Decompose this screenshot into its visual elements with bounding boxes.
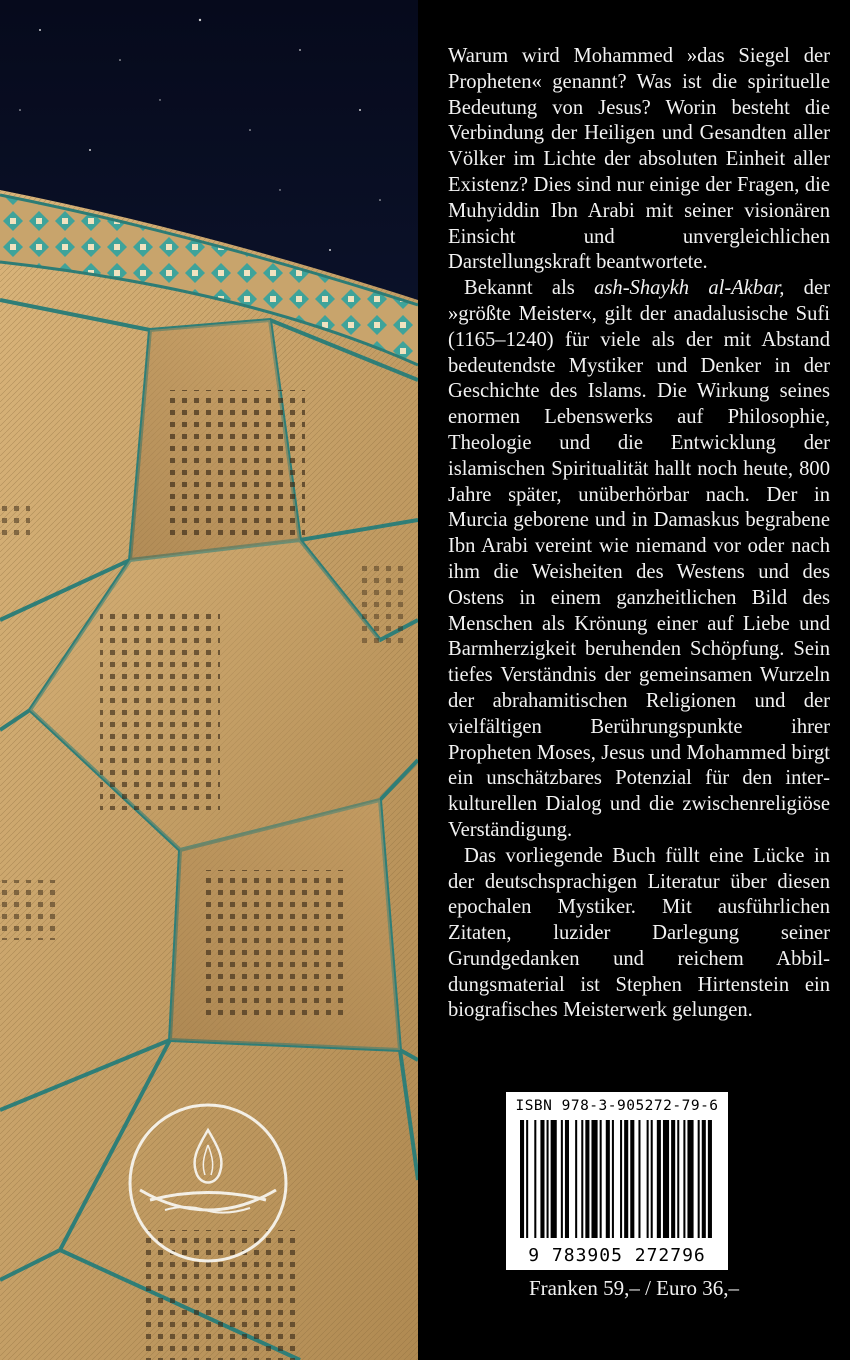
blurb-paragraph-2 bbox=[448, 276, 830, 844]
barcode-bar bbox=[612, 1120, 614, 1238]
barcode-bar bbox=[534, 1120, 536, 1238]
barcode-bar bbox=[657, 1120, 661, 1238]
barcode-bar bbox=[663, 1120, 669, 1238]
barcode-bar bbox=[547, 1120, 549, 1238]
blurb-paragraph-1: Warum wird Mohammed »das Siegel der Propheten« genannt? Was ist die spirituelle Bedeutung von Jesus? Worin besteht die Verbindung der Heiligen und Gesandten aller Völker im Lichte der absoluten Einheit aller Existenz? Dies sind nur einige der Fragen, die Muhyiddin Ibn Arabi mit seiner visionären Einsicht und unvergleichlichen Darstellungskraft beantwortete. bbox=[448, 45, 830, 274]
barcode-bar bbox=[526, 1120, 528, 1238]
blurb-text bbox=[448, 44, 830, 1024]
barcode-bar bbox=[540, 1120, 544, 1238]
barcode-bar bbox=[687, 1120, 693, 1238]
barcode-bar bbox=[520, 1120, 524, 1238]
barcode-bar bbox=[585, 1120, 589, 1238]
barcode-bar bbox=[698, 1120, 700, 1238]
barcode-digits: 9 783905 272796 bbox=[528, 1245, 706, 1266]
blurb-paragraph-3: Das vorliegende Buch füllt eine Lücke in der deutschsprachigen Literatur über diesen epochalen Mystiker. Mit ausführlichen Zitaten, luzider Darlegung seiner Grundgedanken und reichem Abbildungsmaterial ist Stephen Hirtenstein ein biografisches Meisterwerk gelungen. bbox=[448, 844, 830, 1022]
barcode-bar bbox=[702, 1120, 706, 1238]
isbn-barcode bbox=[506, 1092, 728, 1270]
blurb-italic-title: ash-Shaykh al-Akbar, bbox=[594, 277, 785, 300]
price-label: Franken 59,– / Euro 36,– bbox=[529, 1276, 739, 1300]
barcode-bar bbox=[638, 1120, 640, 1238]
barcode-bar bbox=[651, 1120, 653, 1238]
barcode-bar bbox=[671, 1120, 675, 1238]
blurb-paragraph-2-rest: der »größte Meister«, gilt der anadalusische Sufi (1165–1240) für viele als der mit Abstand bedeutendste Mystiker und Denker in der Geschichte des Islams. Die Wirkung seines enormen Lebenswerks auf Philosophie, Theologie und die Entwicklung der islamischen Spiritualität hallt noch heute, 800 Jahre später, unüberhörbar nach. Der in Murcia geborene und in Damaskus begrabene Ibn Arabi vereint wie niemand vor oder nach ihm die Weisheiten des Westens und des Ostens in einem ganzheitlichen Bild des Menschen als Krönung einer auf Liebe und Barmherzigkeit beruhenden Schöpfung. Sein tiefes Verständnis der gemeinsamen Wurzeln der abrahamitischen Religionen und der vielfältigen Berührungspunkte ihrer Propheten Moses, Jesus und Mohammed birgt ein unschätzbares Potenzial für den interkulturellen Dialog und die zwischenreligiöse Verständigung. bbox=[448, 277, 830, 841]
barcode-bar bbox=[630, 1120, 634, 1238]
barcode-bar bbox=[620, 1120, 622, 1238]
blurb-paragraph-2-start: Bekannt als bbox=[464, 277, 595, 300]
back-cover-text-panel bbox=[418, 0, 850, 1360]
barcode-bar bbox=[708, 1120, 712, 1238]
barcode-bar bbox=[647, 1120, 649, 1238]
barcode-bar bbox=[581, 1120, 583, 1238]
barcode-bar bbox=[565, 1120, 569, 1238]
isbn-label: ISBN 978-3-905272-79-6 bbox=[515, 1098, 719, 1114]
barcode-bar bbox=[561, 1120, 563, 1238]
barcode-bar bbox=[575, 1120, 577, 1238]
barcode-bars bbox=[520, 1120, 714, 1238]
barcode-bar bbox=[600, 1120, 602, 1238]
cover-photo-dome bbox=[0, 0, 418, 1360]
barcode-bar bbox=[683, 1120, 685, 1238]
barcode-bar bbox=[551, 1120, 557, 1238]
barcode-bar bbox=[624, 1120, 628, 1238]
barcode-bar bbox=[591, 1120, 597, 1238]
mosaic-dome-illustration bbox=[0, 0, 418, 1360]
barcode-bar bbox=[677, 1120, 679, 1238]
barcode-bar bbox=[606, 1120, 610, 1238]
